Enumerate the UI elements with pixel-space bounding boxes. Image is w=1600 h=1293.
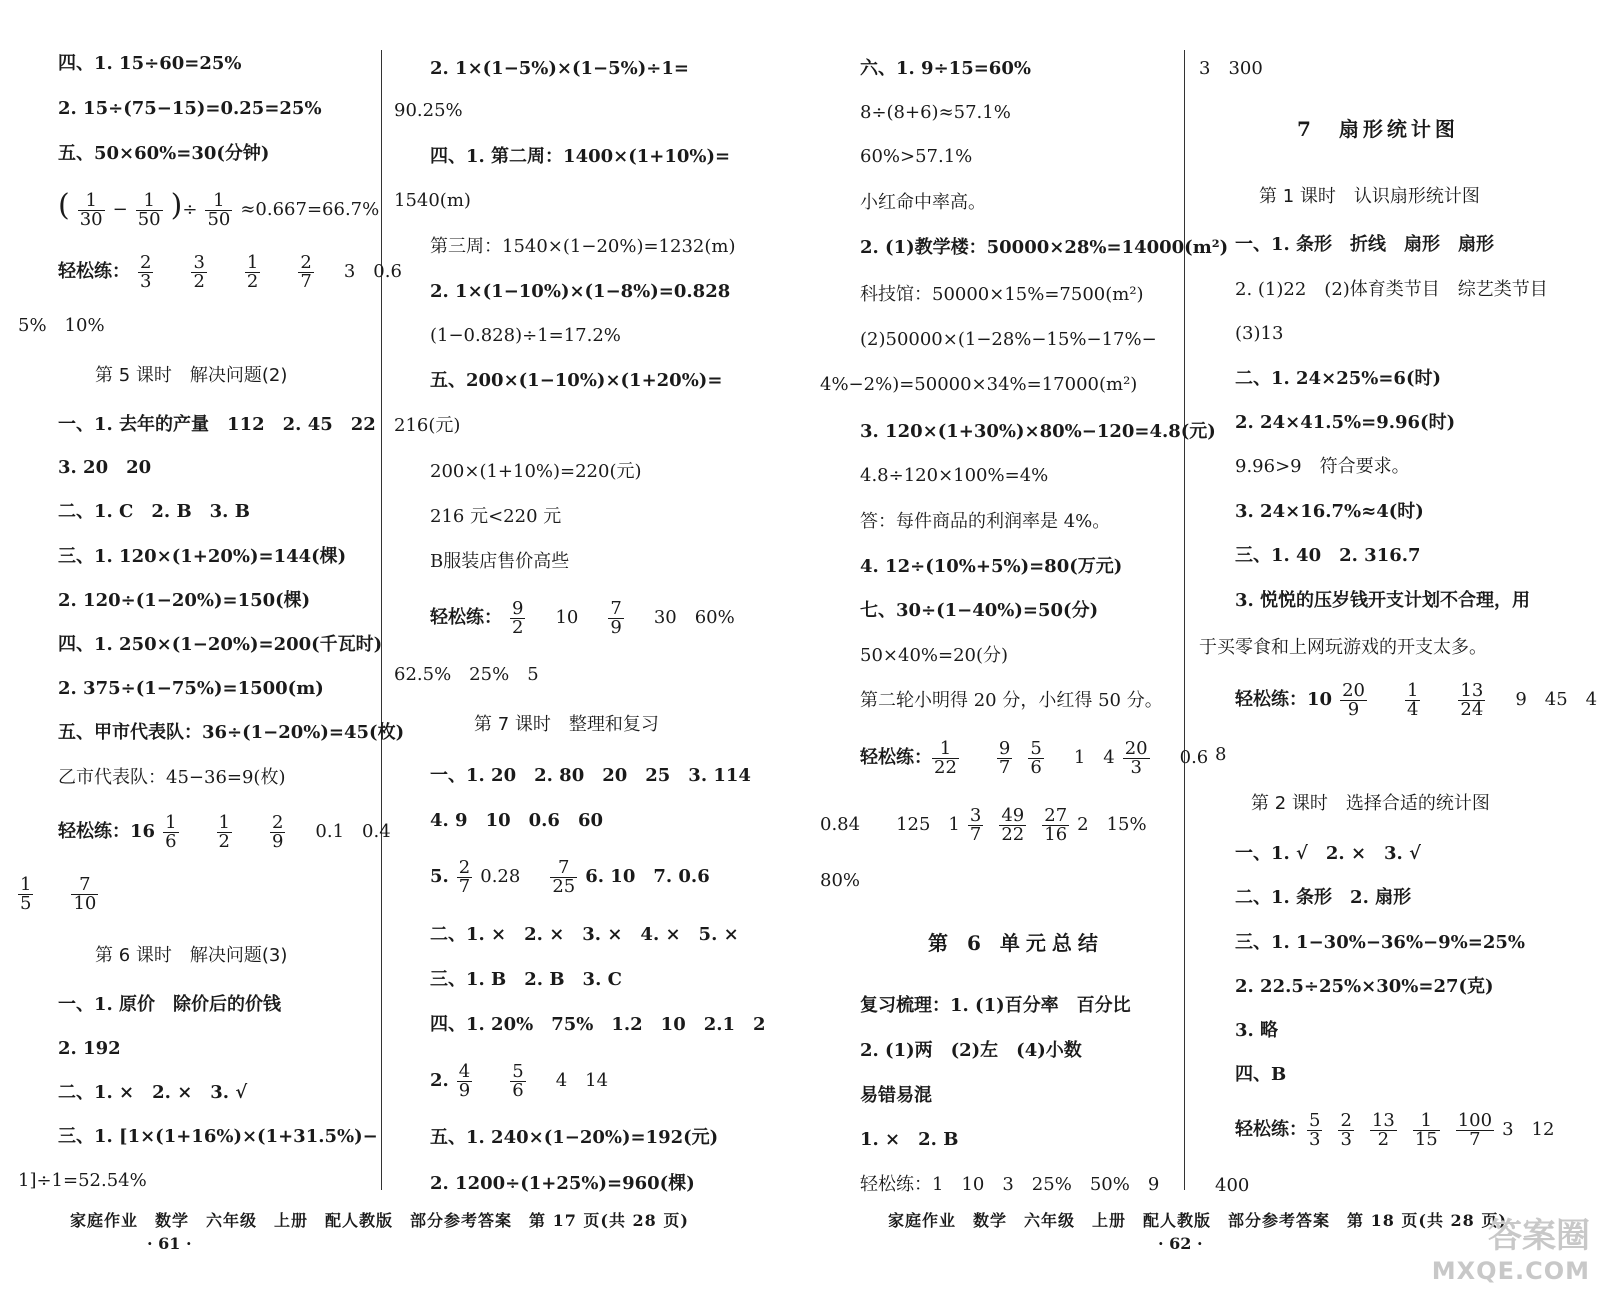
practice-line: 轻松练：10 $\frac{20}{9}$ $\frac{1}{4}$ $\frac{13}{24}$ 9 45 4 bbox=[1235, 679, 1598, 720]
page-number-left: · 61 · bbox=[147, 1234, 192, 1253]
answer-line: 七、30÷(1−40%)=50(分) bbox=[860, 600, 1099, 621]
answer-line: 2. (1)教学楼：50000×28%=14000(m²) bbox=[860, 237, 1229, 258]
answer-line: 216(元) bbox=[394, 415, 461, 436]
answer-line: 五、1. 240×(1−20%)=192(元) bbox=[430, 1127, 719, 1148]
answer-line: 2. 1200÷(1+25%)=960(棵) bbox=[430, 1173, 695, 1194]
answer-line: 三、1. 1−30%−36%−9%=25% bbox=[1235, 932, 1525, 953]
answer-line: 第二轮小明得 20 分，小红得 50 分。 bbox=[860, 690, 1163, 711]
column-divider-right bbox=[1184, 50, 1185, 1190]
answer-line: 三、1. [1×(1+16%)×(1+31.5%)− bbox=[58, 1126, 378, 1147]
answer-line: 60%>57.1% bbox=[860, 146, 973, 167]
unit-summary-heading: 第 6 单元总结 bbox=[928, 931, 1104, 955]
answer-line: 216 元<220 元 bbox=[430, 506, 562, 527]
answer-line: 四、1. 15÷60=25% bbox=[58, 53, 242, 74]
answer-line: 9.96>9 符合要求。 bbox=[1235, 456, 1410, 477]
answer-line-fraction: 5. $\frac{2}{7}$ 0.28 $\frac{7}{25}$ 6. 10 7. 0.6 bbox=[430, 856, 710, 897]
section-heading: 第 6 课时 解决问题(3) bbox=[95, 945, 288, 966]
answer-line: 三、1. 40 2. 316.7 bbox=[1235, 545, 1421, 566]
answer-line: 第三周：1540×(1−20%)=1232(m) bbox=[430, 236, 736, 257]
answer-line: 三、1. 120×(1+20%)=144(棵) bbox=[58, 546, 347, 567]
answer-line: 五、甲市代表队：36÷(1−20%)=45(枚) bbox=[58, 722, 405, 743]
answer-line: 1. × 2. B bbox=[860, 1129, 959, 1150]
answer-line: 科技馆：50000×15%=7500(m²) bbox=[860, 284, 1144, 305]
answer-line: 四、1. 第二周：1400×(1+10%)= bbox=[430, 146, 731, 167]
answer-line: 四、1. 20% 75% 1.2 10 2.1 2 bbox=[430, 1014, 766, 1035]
section-heading: 第 5 课时 解决问题(2) bbox=[95, 365, 288, 386]
answer-line: 三、1. B 2. B 3. C bbox=[430, 969, 622, 990]
answer-line: 二、1. C 2. B 3. B bbox=[58, 501, 250, 522]
answer-line: 一、1. 20 2. 80 20 25 3. 114 bbox=[430, 765, 751, 786]
answer-line: 4.8÷120×100%=4% bbox=[860, 465, 1049, 486]
column-divider-left bbox=[381, 50, 382, 1190]
watermark-url: MXQE.COM bbox=[1431, 1257, 1590, 1285]
answer-line: 2. (1)22 (2)体育类节目 综艺类节目 bbox=[1235, 279, 1548, 300]
answer-line: 2. 120÷(1−20%)=150(棵) bbox=[58, 590, 311, 611]
answer-line: 4. 12÷(10%+5%)=80(万元) bbox=[860, 556, 1123, 577]
answer-line: 2. 1×(1−10%)×(1−8%)=0.828 bbox=[430, 281, 731, 302]
answer-line: 8÷(8+6)≈57.1% bbox=[860, 102, 1011, 123]
answer-line: 3. 悦悦的压岁钱开支计划不合理，用 bbox=[1235, 590, 1531, 611]
practice-line: 轻松练：16 $\frac{1}{6}$ $\frac{1}{2}$ $\frac{2}{9}$ 0.1 0.4 bbox=[58, 811, 391, 852]
answer-line: 5% 10% bbox=[18, 315, 105, 336]
answer-line: 二、1. × 2. × 3. × 4. × 5. × bbox=[430, 924, 739, 945]
answer-line-fraction: ( $\frac{1}{30}$ − $\frac{1}{50}$ )÷ $\frac{1}{50}$ ≈0.667=66.7% bbox=[58, 188, 380, 230]
practice-line: 轻松练： $\frac{9}{2}$ 10 $\frac{7}{9}$ 30 60% bbox=[430, 597, 735, 638]
answer-line: 于买零食和上网玩游戏的开支太多。 bbox=[1199, 637, 1487, 658]
answer-line: 1540(m) bbox=[394, 190, 471, 211]
practice-line: 轻松练： $\frac{5}{3}$ $\frac{2}{3}$ $\frac{13}{2}$ $\frac{1}{15}$ $\frac{100}{7}$ 3 12 bbox=[1235, 1109, 1555, 1150]
answer-line: 8 bbox=[1215, 744, 1227, 765]
answer-line: 400 bbox=[1215, 1175, 1250, 1196]
answer-line: 小红命中率高。 bbox=[860, 192, 986, 213]
answer-line: 一、1. 原价 除价后的价钱 bbox=[58, 994, 282, 1015]
answer-line: 3. 24×16.7%≈4(时) bbox=[1235, 501, 1424, 522]
answer-line: 2. 15÷(75−15)=0.25=25% bbox=[58, 98, 322, 119]
answer-line: 2. 24×41.5%=9.96(时) bbox=[1235, 412, 1456, 433]
section-heading: 第 1 课时 认识扇形统计图 bbox=[1259, 186, 1480, 207]
answer-line: 二、1. 24×25%=6(时) bbox=[1235, 368, 1441, 389]
practice-line: 轻松练： $\frac{2}{3}$ $\frac{3}{2}$ $\frac{1}{2}$ $\frac{2}{7}$ 3 0.6 bbox=[58, 251, 402, 292]
answer-line: 4. 9 10 0.6 60 bbox=[430, 810, 603, 831]
answer-line: 2. 375÷(1−75%)=1500(m) bbox=[58, 678, 324, 699]
answer-line: 五、200×(1−10%)×(1+20%)= bbox=[430, 370, 723, 391]
answer-line: 200×(1+10%)=220(元) bbox=[430, 461, 642, 482]
answer-line: 1]÷1=52.54% bbox=[18, 1170, 147, 1191]
section-heading: 第 2 课时 选择合适的统计图 bbox=[1251, 793, 1490, 814]
answer-line: 一、1. 条形 折线 扇形 扇形 bbox=[1235, 234, 1495, 255]
subsection-label: 易错易混 bbox=[860, 1085, 932, 1106]
answer-line: B服装店售价高些 bbox=[430, 551, 570, 572]
answer-line: 答：每件商品的利润率是 4%。 bbox=[860, 511, 1111, 532]
practice-line: 轻松练：1 10 3 25% 50% 9 bbox=[860, 1174, 1160, 1195]
answer-line: (3)13 bbox=[1235, 323, 1284, 344]
answer-line: 六、1. 9÷15=60% bbox=[860, 58, 1031, 79]
practice-line: 轻松练： $\frac{1}{22}$ $\frac{9}{7}$ $\frac{5}{6}$ 1 4 $\frac{20}{3}$ 0.6 bbox=[860, 737, 1209, 778]
practice-line: 0.84 125 1 $\frac{3}{7}$ $\frac{49}{22}$ $\frac{27}{16}$ 2 15% bbox=[820, 804, 1147, 845]
answer-line: 80% bbox=[820, 870, 861, 891]
answer-line: 50×40%=20(分) bbox=[860, 645, 1009, 666]
answer-line: 二、1. 条形 2. 扇形 bbox=[1235, 887, 1412, 908]
answer-line: 2. 1×(1−5%)×(1−5%)÷1= bbox=[430, 58, 689, 79]
answer-line: 3 300 bbox=[1199, 58, 1263, 79]
answer-line: 62.5% 25% 5 bbox=[394, 664, 539, 685]
answer-line: 五、50×60%=30(分钟) bbox=[58, 143, 270, 164]
answer-line: 一、1. √ 2. × 3. √ bbox=[1235, 843, 1421, 864]
answer-line: (2)50000×(1−28%−15%−17%− bbox=[860, 329, 1157, 350]
answer-line-fraction: 2. $\frac{4}{9}$ $\frac{5}{6}$ 4 14 bbox=[430, 1060, 609, 1101]
answer-line: 乙市代表队：45−36=9(枚) bbox=[58, 767, 286, 788]
answer-line: 2. (1)两 (2)左 (4)小数 bbox=[860, 1040, 1082, 1061]
answer-line: 90.25% bbox=[394, 100, 463, 121]
answer-line: 一、1. 去年的产量 112 2. 45 22 bbox=[58, 414, 376, 435]
footer-left: 家庭作业 数学 六年级 上册 配人教版 部分参考答案 第 17 页(共 28 页) bbox=[70, 1211, 689, 1230]
answer-line: 3. 略 bbox=[1235, 1020, 1279, 1041]
answer-line: 3. 120×(1+30%)×80%−120=4.8(元) bbox=[860, 421, 1216, 442]
watermark-logo bbox=[1432, 1208, 1590, 1285]
answer-line: 2. 192 bbox=[58, 1038, 121, 1059]
answer-line: 四、B bbox=[1235, 1064, 1287, 1085]
answer-line: 复习梳理：1. (1)百分率 百分比 bbox=[860, 995, 1131, 1016]
practice-line: $\frac{1}{5}$ $\frac{7}{10}$ bbox=[20, 873, 97, 914]
page-number-right: · 62 · bbox=[1158, 1234, 1203, 1253]
section-heading: 第 7 课时 整理和复习 bbox=[474, 714, 659, 735]
answer-line: 四、1. 250×(1−20%)=200(千瓦时) bbox=[58, 634, 383, 655]
answer-line: 3. 20 20 bbox=[58, 457, 152, 478]
footer-right: 家庭作业 数学 六年级 上册 配人教版 部分参考答案 第 18 页(共 28 页) bbox=[888, 1211, 1507, 1230]
chapter-heading: 7 扇形统计图 bbox=[1297, 117, 1459, 141]
answer-line: 2. 22.5÷25%×30%=27(克) bbox=[1235, 976, 1494, 997]
answer-line: 4%−2%)=50000×34%=17000(m²) bbox=[820, 374, 1138, 395]
answer-line: 二、1. × 2. × 3. √ bbox=[58, 1082, 248, 1103]
watermark-title: 答案圈 bbox=[1488, 1216, 1590, 1256]
answer-line: (1−0.828)÷1=17.2% bbox=[430, 325, 621, 346]
